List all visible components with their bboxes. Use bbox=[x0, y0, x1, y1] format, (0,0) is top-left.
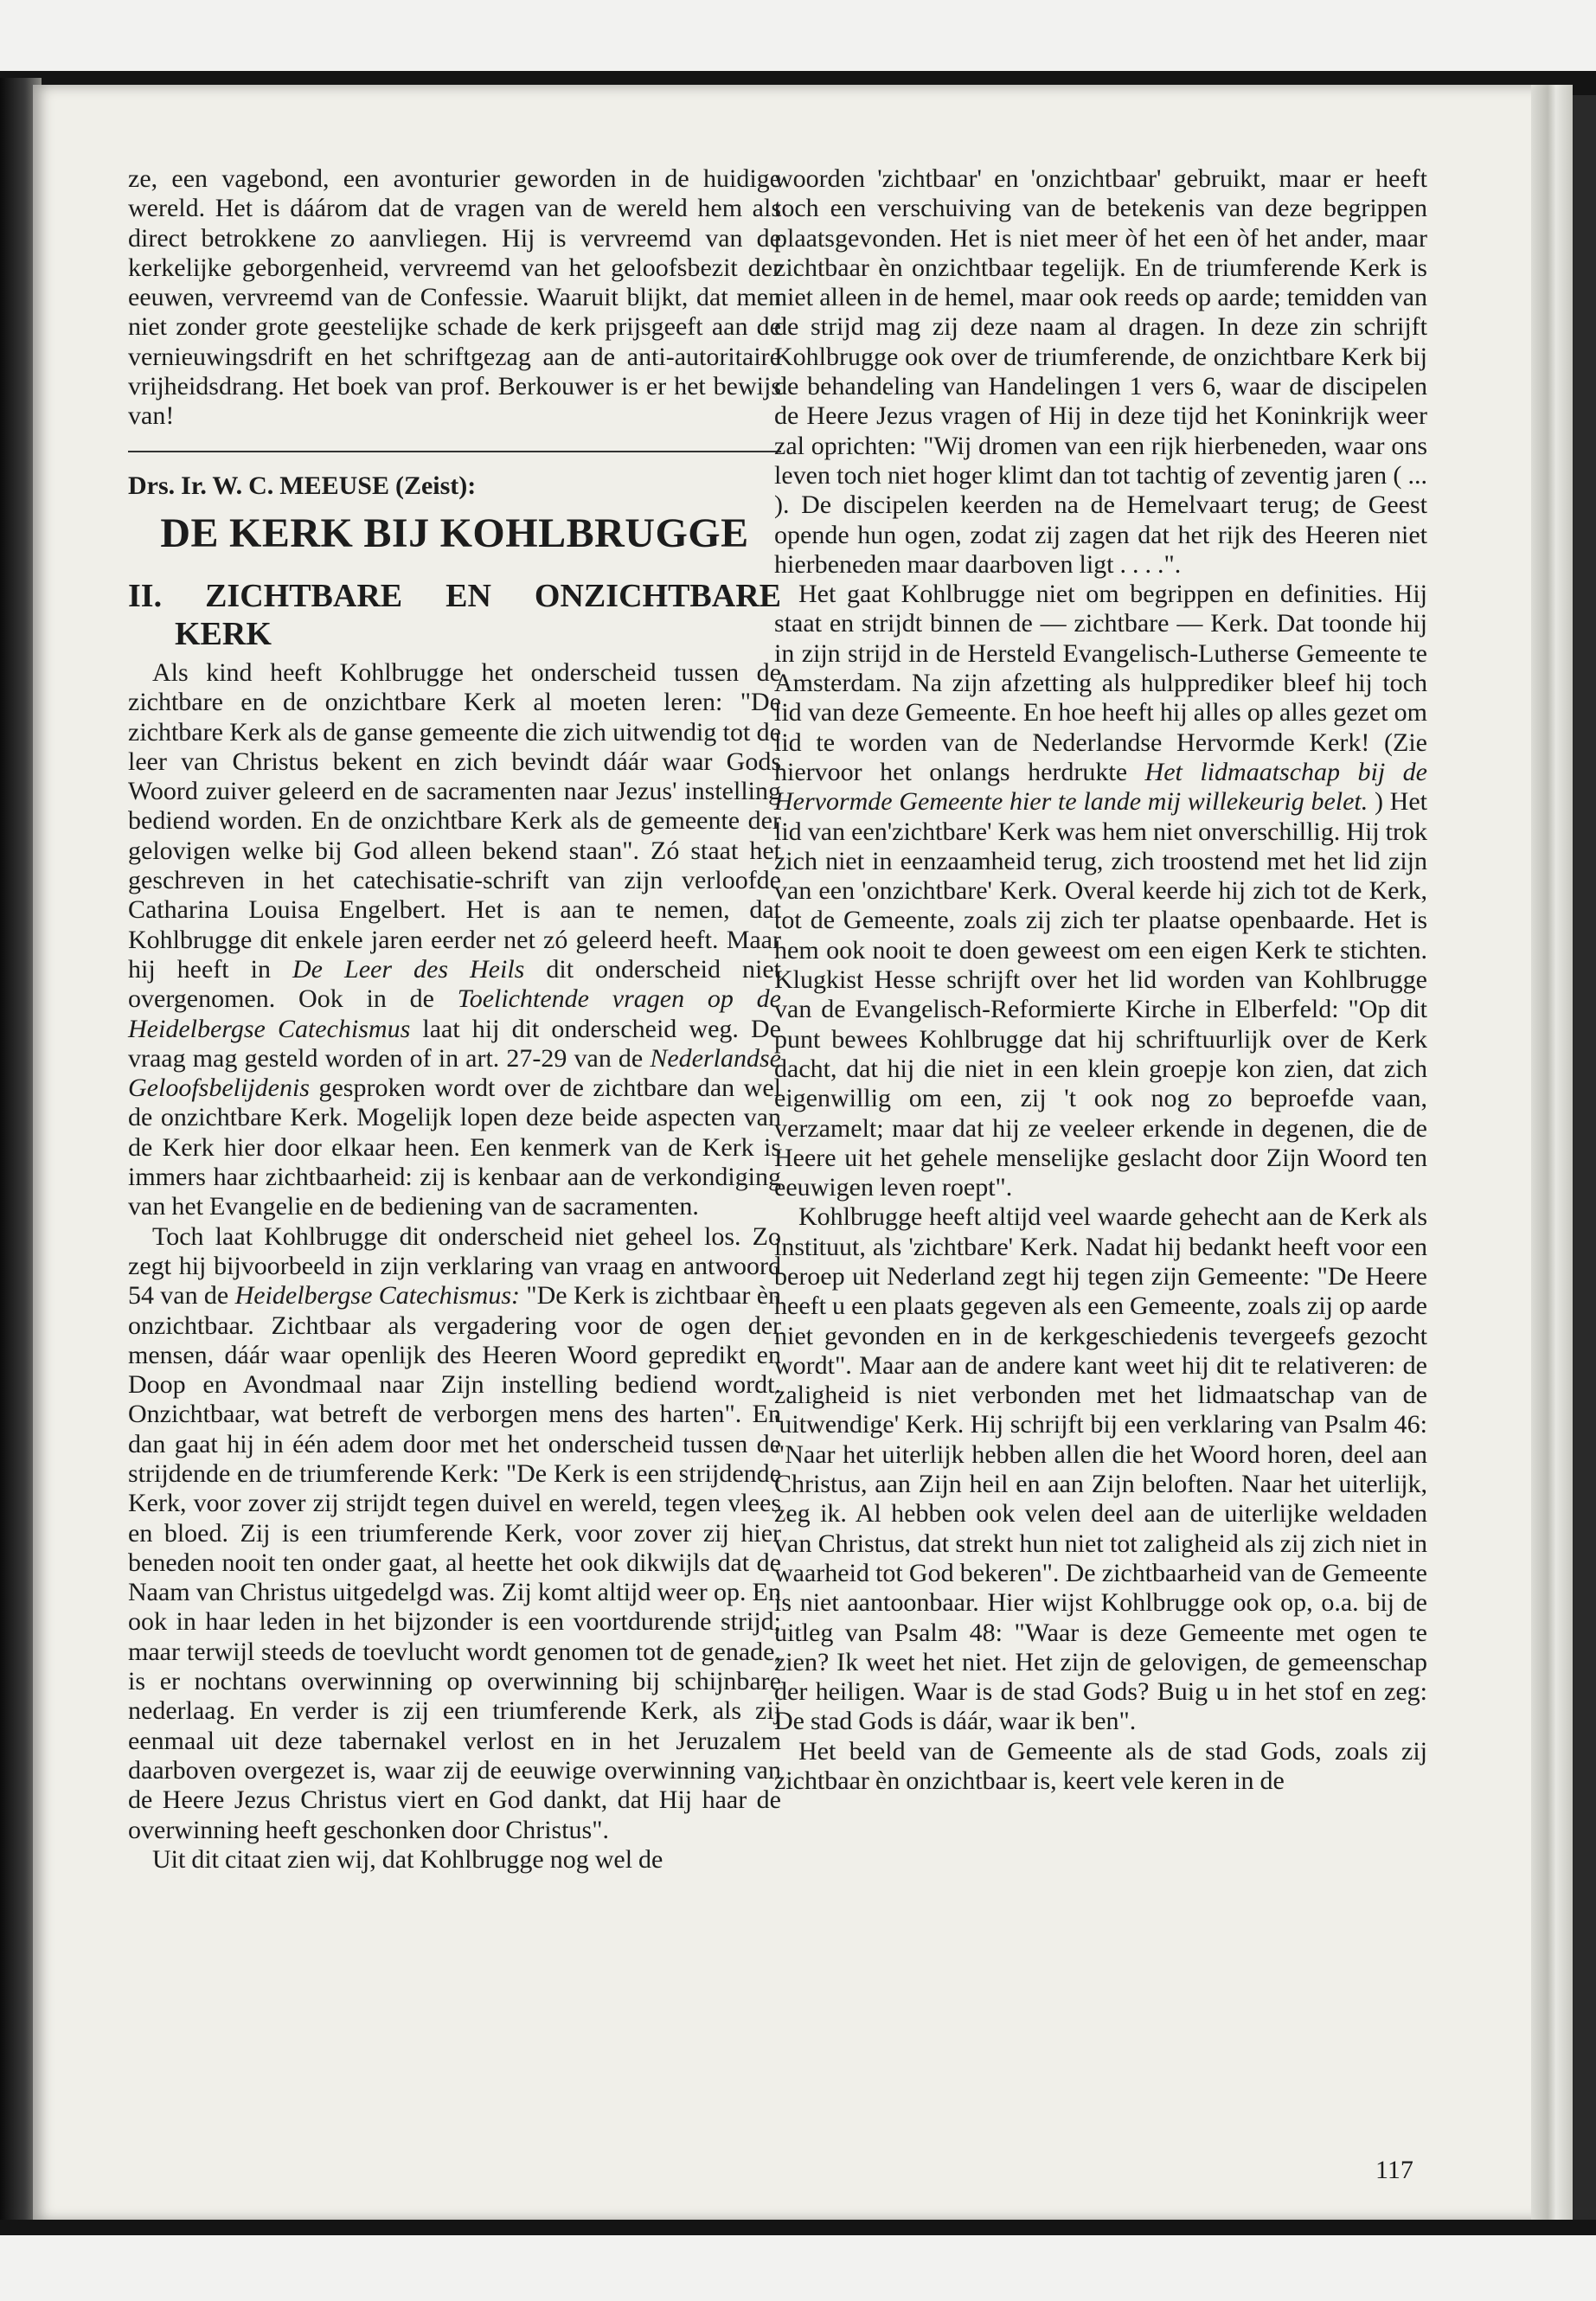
section-divider bbox=[128, 451, 781, 452]
body-paragraph: Het beeld van de Gemeente als de stad Gods, zoals zij zichtbaar èn onzichtbaar is, keert vele keren in de bbox=[774, 1736, 1427, 1796]
book-title-italic: Nederlandse Geloofsbelijdenis bbox=[128, 1043, 781, 1103]
body-paragraph: woorden 'zichtbaar' en 'onzichtbaar' gebruikt, maar er heeft toch een verschuiving van de betekenis van deze begrippen plaatsgevonden. Het is niet meer òf het een òf het ander, maar zichtbaar èn onzichtbaar tegelijk. En de triumferende Kerk is niet alleen in de hemel, maar ook reeds op aarde; temidden van de strijd mag zij deze naam al dragen. In deze zin schrijft Kohlbrugge ook over de triumferende, de onzichtbare Kerk bij de behandeling van Handelingen 1 vers 6, waar de discipelen de Heere Jezus vragen of Hij in deze tijd het Koninkrijk weer zal oprichten: "Wij dromen van een rijk hierbeneden, waar ons leven toch niet hoger klimt dan tot tachtig of zeventig jaren ( ... ). De discipelen keerden na de Hemelvaart terug; de Geest opende hun ogen, zodat zij zagen dat het rijk des Heeren niet hierbeneden maar daarboven ligt . . . .". bbox=[774, 164, 1427, 579]
body-paragraph: Als kind heeft Kohlbrugge het onderscheid tussen de zichtbare en de onzichtbare Kerk al moeten leren: "De zichtbare Kerk als de ganse gemeente die zich uitwendig tot de leer van Christus bekent en zich bevindt dáár waar Gods Woord zuiver geleerd en de sacramenten naar Jezus' instelling bediend worden. En de onzichtbare Kerk als de gemeente der gelovigen welke bij God alleen bekend staan". Zó staat het geschreven in het catechisatie-schrift van zijn verloofde Catharina Louisa Engelbert. Het is aan te nemen, dat Kohlbrugge dit enkele jaren eerder net zó geleerd heeft. Maar hij heeft in De Leer des Heils dit onderscheid niet overgenomen. Ook in de Toelichtende vragen op de Heidelbergse Catechismus laat hij dit onderscheid weg. De vraag mag gesteld worden of in art. 27-29 van de Nederlandse Geloofsbelijdenis gesproken wordt over de zichtbare dan wel de onzichtbare Kerk. Mogelijk lopen deze beide aspecten van de Kerk hier door elkaar heen. Een kenmerk van de Kerk is immers haar zichtbaarheid: zij is kenbaar aan de verkondiging van het Evangelie en de bediening van de sacramenten. bbox=[128, 657, 781, 1221]
author-byline: Drs. Ir. W. C. MEEUSE (Zeist): bbox=[128, 471, 477, 500]
book-title-italic: De Leer des Heils bbox=[292, 954, 525, 984]
body-paragraph: Toch laat Kohlbrugge dit onderscheid niet geheel los. Zo zegt hij bijvoorbeeld in zijn verklaring van vraag en antwoord 54 van de Heidelbergse Catechismus: "De Kerk is zichtbaar èn onzichtbaar. Zichtbaar als vergadering voor de ogen der mensen, dáár waar openlijk des Heeren Woord gepredikt en Doop en Avondmaal naar Zijn instelling bediend wordt. Onzichtbaar, wat betreft de verborgen mens des harten". En dan gaat hij in één adem door met het onderscheid tussen de strijdende en de triumferende Kerk: "De Kerk is een strijdende Kerk, voor zover zij strijdt tegen duivel en wereld, tegen vlees en bloed. Zij is een triumferende Kerk, voor zover zij hier beneden nooit ten onder gaat, al heette het ook dikwijls dat de Naam van Christus uitgedelgd was. Zij komt altijd weer op. En ook in haar leden in het bijzonder is een voortdurende strijd; maar terwijl steeds de toevlucht wordt genomen tot de genade, is er nochtans overwinning op overwinning bij schijnbare nederlaag. En verder is zij een triumferende Kerk, als zij eenmaal uit deze tabernakel verlost en in het Jeruzalem daarboven overgezet is, waar zij de eeuwige overwinning van de Heere Jezus Christus viert en God dankt, dat Hij haar de overwinning heeft geschonken door Christus". bbox=[128, 1221, 782, 1844]
right-column bbox=[774, 164, 1427, 1796]
scan-top-margin bbox=[0, 0, 1596, 71]
article-title: DE KERK BIJ KOHLBRUGGE bbox=[160, 510, 749, 556]
book-title-italic: Het lidmaatschap bij de Hervormde Gemeente hier te lande mij willekeurig belet. bbox=[774, 757, 1427, 817]
scan-bottom-shadow bbox=[0, 2220, 1596, 2237]
intro-paragraph: ze, een vagebond, een avonturier geworden in de huidige wereld. Het is dáárom dat de vragen van de wereld hem als direct betrokkene zo aanvliegen. Hij is vervreemd van de kerkelijke geborgenheid, vervreemd van het geloofsbezit der eeuwen, vervreemd van de Confessie. Waaruit blijkt, dat men niet zonder grote geestelijke schade de kerk prijsgeeft aan de vernieuwingsdrift en het schriftgezag aan de anti-autoritaire vrijheidsdrang. Het boek van prof. Berkouwer is er het bewijs van! bbox=[128, 164, 781, 431]
body-paragraph: Uit dit citaat zien wij, dat Kohlbrugge nog wel de bbox=[152, 1844, 663, 1874]
body-paragraph: Kohlbrugge heeft altijd veel waarde gehecht aan de Kerk als instituut, als 'zichtbare' Kerk. Nadat hij bedankt heeft voor een beroep uit Nederland zegt hij tegen zijn Gemeente: "De Heere heeft u een plaats gegeven als een Gemeente, zoals zij op aarde niet gevonden en in de kerkgeschiedenis tevergeefs gezocht wordt". Maar aan de andere kant weet hij dit te relativeren: de zaligheid is niet verbonden met het lidmaatschap van de 'uitwendige' Kerk. Hij schrijft bij een verklaring van Psalm 46: "Naar het uiterlijk hebben allen die het Woord horen, deel aan Christus, aan Zijn heil en aan Zijn beloften. Naar het uiterlijk, zeg ik. Al hebben ook velen deel aan de uiterlijke weldaden van Christus, dat strekt hun niet tot zaligheid als zij zich niet in waarheid tot God bekeren". De zichtbaarheid van de Gemeente is niet aantoonbaar. Hier wijst Kohlbrugge ook op, o.a. bij de uitleg van Psalm 48: "Waar is deze Gemeente met ogen te zien? Ik weet het niet. Het zijn de gelovigen, de gemeenschap der heiligen. Waar is de stad Gods? Buig u in het stof en zeg: De stad Gods is dáár, waar ik ben". bbox=[774, 1202, 1427, 1736]
page-number: 117 bbox=[1375, 2156, 1413, 2184]
section-heading-continued: KERK bbox=[175, 615, 272, 652]
book-title-italic: Heidelbergse Catechismus: bbox=[234, 1281, 521, 1311]
book-title-italic: Toelichtende vragen op de Heidelbergse Catechismus bbox=[128, 984, 781, 1043]
left-column bbox=[128, 164, 781, 1875]
page-edges bbox=[1531, 85, 1573, 2221]
body-paragraph: Het gaat Kohlbrugge niet om begrippen en definities. Hij staat en strijdt binnen de — zichtbare — Kerk. Dat toonde hij in zijn strijd in de Hersteld Evangelisch-Lutherse Gemeente te Amsterdam. Na zijn afzetting als hulpprediker bleef hij toch lid van deze Gemeente. En hoe heeft hij alles op alles gezet om lid te worden van de Nederlandse Hervormde Kerk! (Zie hiervoor het onlangs herdrukte Het lidmaatschap bij de Hervormde Gemeente hier te lande mij willekeurig belet. ) Het lid van een'zichtbare' Kerk was hem niet onverschillig. Hij trok zich niet in eenzaamheid terug, zich troostend met het lid zijn van een 'onzichtbare' Kerk. Overal keerde hij zich tot de Kerk, tot de Gemeente, zoals zij zich ter plaatse openbaarde. Het is hem ook nooit te doen geweest om een eigen Kerk te stichten. Klugkist Hesse schrijft over het lid worden van Kohlbrugge van de Evangelisch-Reformierte Kirche in Elberfeld: "Op dit punt bewees Kohlbrugge dat hij schriftuurlijk over de Kerk dacht, dat hij die niet in een klein groepje kon zien, dat zich eigenwillig om een, zij 't ook nog zo beproefde vaan, verzamelt; maar dat hij ze veeleer erkende in degenen, die de Heere uit het gehele menselijke geslacht door Zijn Woord ten eeuwigen leven roept". bbox=[774, 580, 1427, 1202]
scan-bottom-margin bbox=[0, 2235, 1596, 2301]
section-heading: II. ZICHTBARE EN ONZICHTBARE bbox=[128, 577, 781, 614]
